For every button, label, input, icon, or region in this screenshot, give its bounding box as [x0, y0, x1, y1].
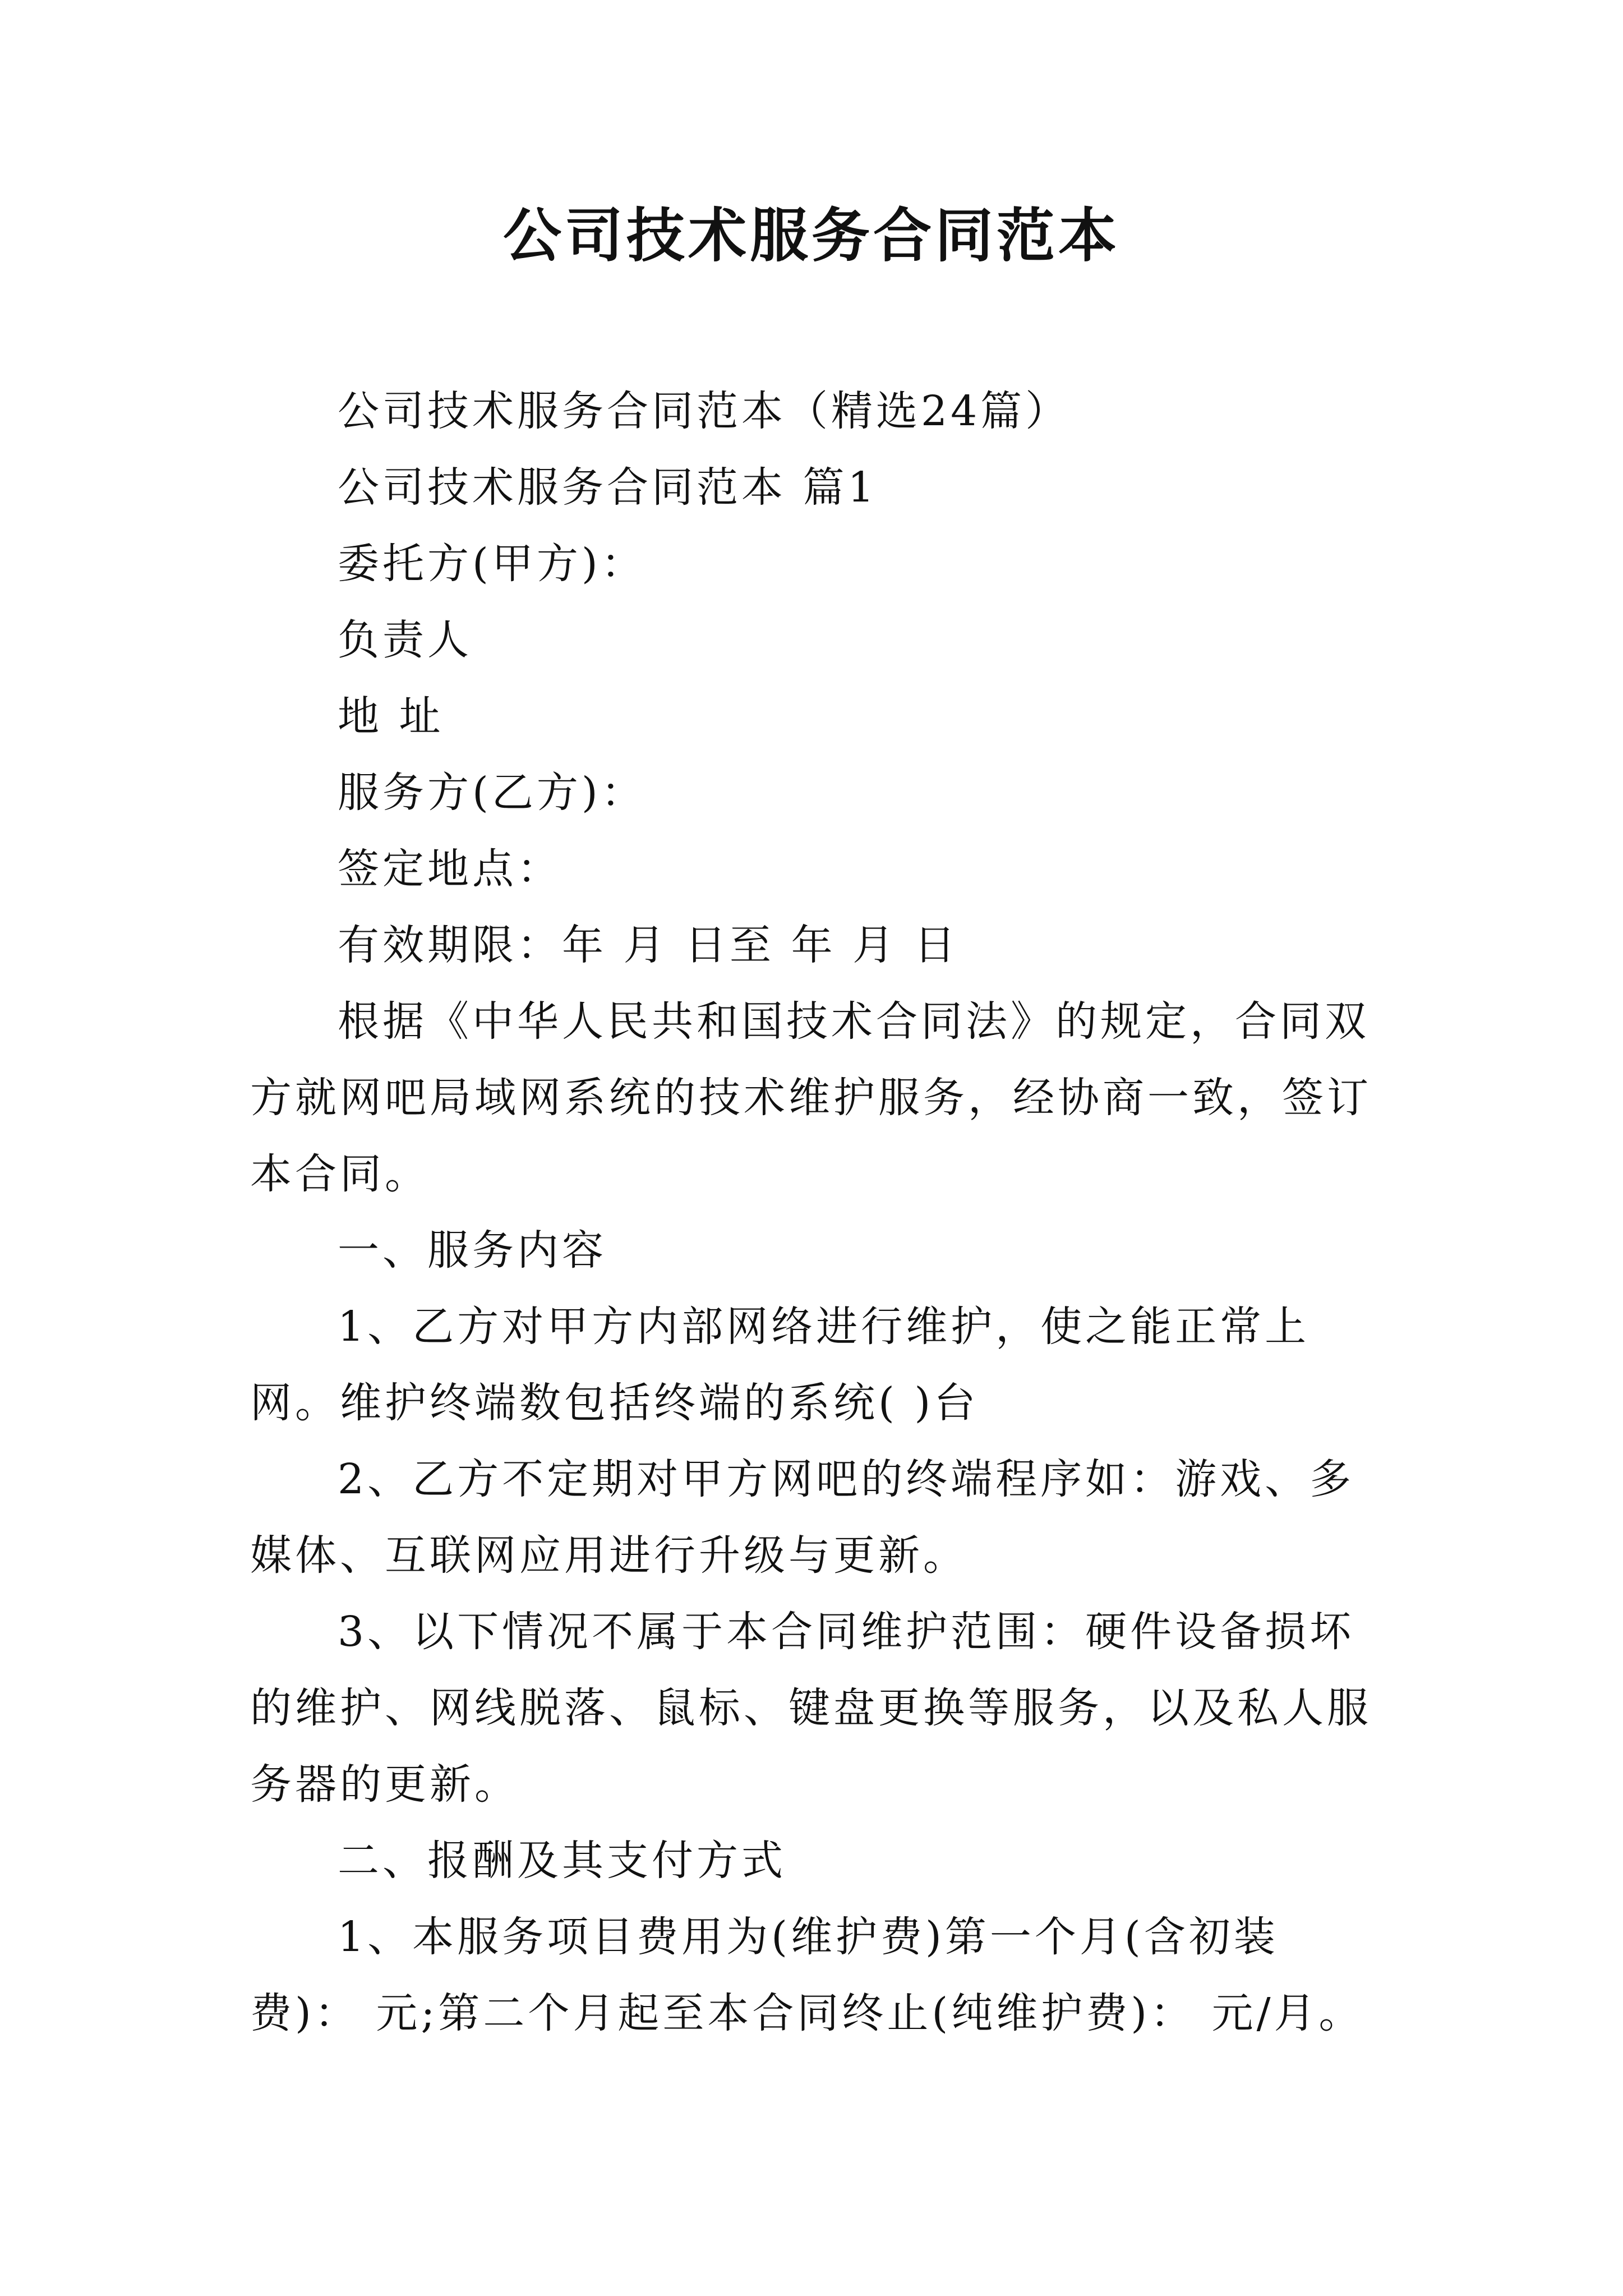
paragraph-collection-title: 公司技术服务合同范本（精选24篇） [338, 387, 1071, 435]
clause-service-1: 1、乙方对甲方内部网络进行维护，使之能正常上网。维护终端数包括终端的系统( )台 [250, 1303, 1310, 1427]
section-heading-payment: 二、报酬及其支付方式 [338, 1837, 786, 1885]
paragraph-article-heading: 公司技术服务合同范本 篇1 [338, 463, 878, 512]
document-title: 公司技术服务合同范本 [502, 201, 1120, 270]
paragraph-validity-period: 有效期限：年 月 日至 年 月 日 [338, 921, 959, 969]
paragraph-preamble: 根据《中华人民共和国技术合同法》的规定，合同双方就网吧局域网系统的技术维护服务，经协商一致，签订本合同。 [250, 997, 1372, 1198]
document-body [250, 373, 1383, 2051]
clause-payment-1: 1、本服务项目费用为(维护费)第一个月(含初装费)： 元;第二个月起至本合同终止(纯维护费)： 元/月。 [250, 1913, 1364, 2037]
paragraph-party-a: 委托方(甲方)： [338, 540, 646, 588]
paragraph-party-b: 服务方(乙方)： [338, 769, 646, 817]
clause-service-2: 2、乙方不定期对甲方网吧的终端程序如：游戏、多媒体、互联网应用进行升级与更新。 [250, 1455, 1355, 1580]
paragraph-signing-place: 签定地点： [338, 845, 562, 893]
paragraph-responsible-person: 负责人 [338, 616, 472, 664]
clause-service-3: 3、以下情况不属于本合同维护范围：硬件设备损坏的维护、网线脱落、鼠标、键盘更换等服务，以及私人服务器的更新。 [250, 1608, 1372, 1809]
section-heading-service-content: 一、服务内容 [338, 1226, 607, 1274]
paragraph-address: 地 址 [338, 692, 444, 740]
